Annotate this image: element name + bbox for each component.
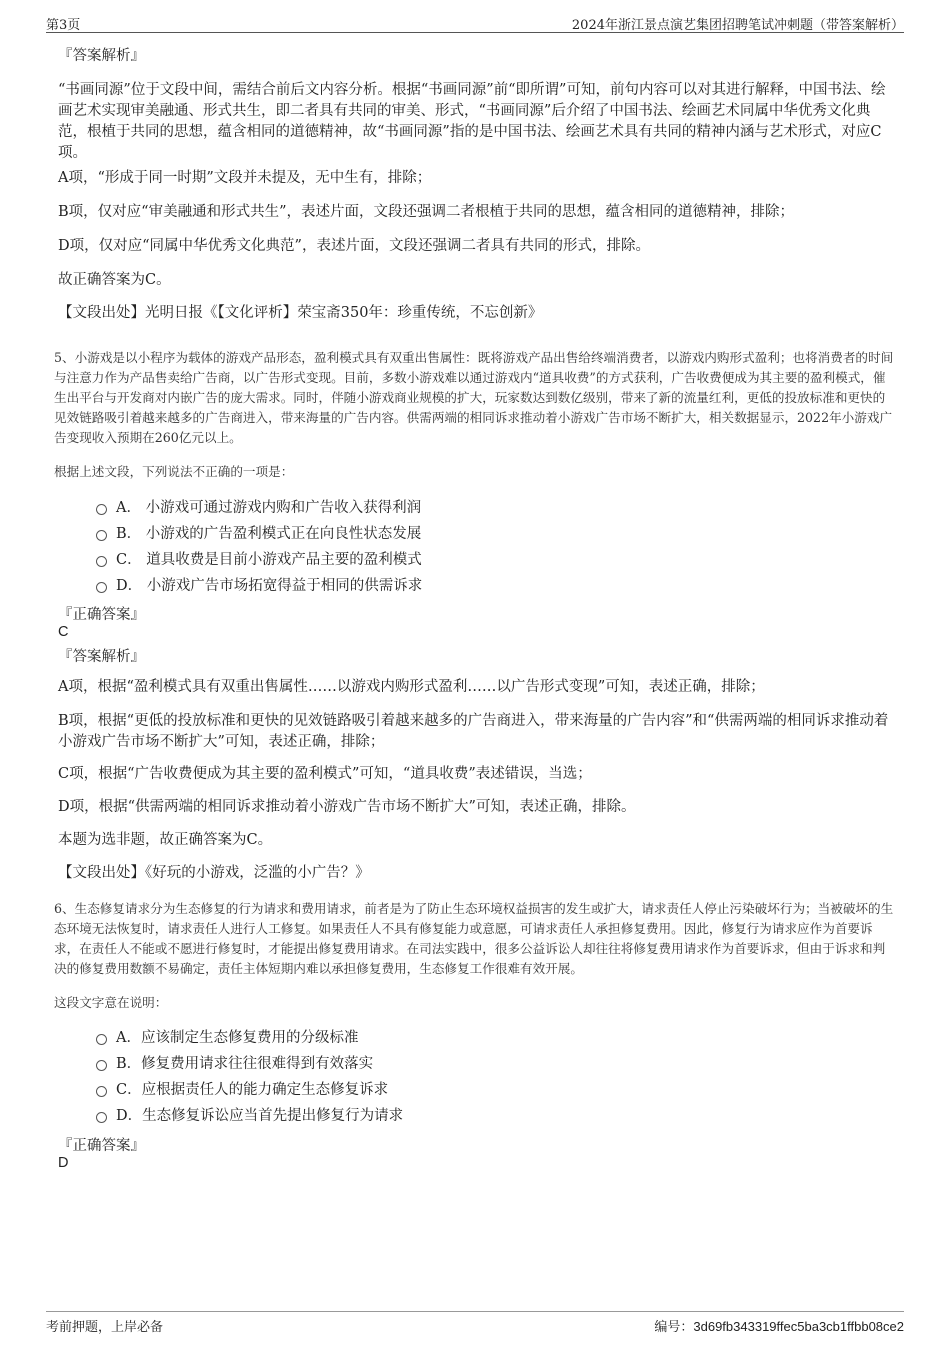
analysis-option-a: A项，“形成于同一时期”文段并未提及，无中生有，排除； [58,170,432,186]
radio-icon[interactable] [96,1086,107,1097]
q6-option-c[interactable]: C．应根据责任人的能力确定生态修复诉求 [96,1079,388,1101]
analysis-paragraph: “书画同源”位于文段中间，需结合前后文内容分析。根据“书画同源”前“即所谓”可知，前句内容可以对其进行解释，中国书法、绘画艺术实现审美融通、形式共生，即二者具有共同的审美、形式，“书画同源”后介绍了中国书法、绘画艺术同属中华优秀文化典范，根植于共同的思想，蕴含相同的道德精神，故“书画同源”指的是中国书法、绘画艺术具有共同的精神内涵与艺术形式，对应C项。 [58,82,886,161]
document-title: 2024年浙江景点演艺集团招聘笔试冲刺题（带答案解析） [571,18,904,33]
question-6-prompt: 这段文字意在说明： [54,995,168,1010]
q6-option-a[interactable]: A．应该制定生态修复费用的分级标准 [96,1027,358,1049]
question-5-passage: 5、小游戏是以小程序为载体的游戏产品形态，盈利模式具有双重出售属性：既将游戏产品出售给终端消费者，以游戏内购形式盈利；也将消费者的时间与注意力作为产品售卖给广告商，以广告形式变现。目前，多数小游戏难以通过游戏内“道具收费”的方式获利，广告收费便成为其主要的盈利模式，催生出平台与开发商对内嵌广告的庞大需求。同时，伴随小游戏商业规模的扩大，玩家数达到数亿级别，带来了新的流量红利，更低的投放标准和更快的见效链路吸引着越来越多的广告商进入，带来海量的广告内容。供需两端的相同诉求推动着小游戏广告市场不断扩大，相关数据显示，2022年小游戏广告变现收入预期在260亿元以上。 [54,350,894,445]
q5-analysis-label: 『答案解析』 [58,649,145,665]
q5-analysis-d: D项，根据“供需两端的相同诉求推动着小游戏广告市场不断扩大”可知，表述正确，排除。 [58,799,636,815]
radio-icon[interactable] [96,1060,107,1071]
answer-analysis-label: 『答案解析』 [58,48,145,64]
analysis-conclusion: 故正确答案为C。 [58,272,171,288]
radio-icon[interactable] [96,1112,107,1123]
radio-icon[interactable] [96,504,107,515]
radio-icon[interactable] [96,1034,107,1045]
page-footer [46,1311,904,1334]
q5-correct-answer: C [58,624,69,640]
q5-option-c[interactable]: C． 道具收费是目前小游戏产品主要的盈利模式 [96,549,422,571]
q5-analysis-c: C项，根据“广告收费便成为其主要的盈利模式”可知，“道具收费”表述错误，当选； [58,766,592,782]
q5-conclusion: 本题为选非题，故正确答案为C。 [58,832,273,848]
q6-correct-answer-label: 『正确答案』 [58,1138,145,1154]
q6-option-d[interactable]: D．生态修复诉讼应当首先提出修复行为请求 [96,1105,403,1127]
q5-option-a[interactable]: A． 小游戏可通过游戏内购和广告收入获得利润 [96,497,421,519]
page-header [46,12,904,33]
q5-correct-answer-label: 『正确答案』 [58,607,145,623]
question-6-passage: 6、生态修复请求分为生态修复的行为请求和费用请求，前者是为了防止生态环境权益损害的发生或扩大，请求责任人停止污染破坏行为；当被破坏的生态环境无法恢复时，请求责任人进行人工修复。如果责任人不具有修复能力或意愿，可请求责任人承担修复费用。因此，修复行为请求应作为首要诉求，在责任人不能或不愿进行修复时，才能提出修复费用请求。在司法实践中，很多公益诉讼人却往往将修复费用请求作为首要诉求，但由于诉求和判决的修复费用数额不易确定，责任主体短期内难以承担修复费用，生态修复工作很难有效开展。 [54,901,894,976]
q5-source: 【文段出处】《好玩的小游戏，泛滥的小广告？》 [58,865,370,881]
radio-icon[interactable] [96,582,107,593]
question-5-prompt: 根据上述文段，下列说法不正确的一项是： [54,464,294,479]
document-id: 编号：3d69fb343319ffec5ba3cb1ffbb08ce2 [654,1319,904,1334]
radio-icon[interactable] [96,556,107,567]
q6-correct-answer: D [58,1155,69,1171]
q5-analysis-a: A项，根据“盈利模式具有双重出售属性……以游戏内购形式盈利……以广告形式变现”可知，表述正确，排除； [58,679,765,695]
radio-icon[interactable] [96,530,107,541]
page-number: 第3页 [46,18,81,33]
analysis-option-d: D项，仅对应“同属中华优秀文化典范”，表述片面，文段还强调二者具有共同的形式，排除。 [58,238,650,254]
q5-analysis-b: B项，根据“更低的投放标准和更快的见效链路吸引着越来越多的广告商进入，带来海量的广告内容”和“供需两端的相同诉求推动着小游戏广告市场不断扩大”可知，表述正确，排除； [58,713,889,750]
analysis-option-b: B项，仅对应“审美融通和形式共生”，表述片面，文段还强调二者根植于共同的思想，蕴含相同的道德精神，排除； [58,204,794,220]
passage-source: 【文段出处】光明日报《【文化评析】荣宝斋350年：珍重传统，不忘创新》 [58,305,543,321]
q5-option-d[interactable]: D． 小游戏广告市场拓宽得益于相同的供需诉求 [96,575,422,597]
q6-option-b[interactable]: B．修复费用请求往往很难得到有效落实 [96,1053,373,1075]
q5-option-b[interactable]: B． 小游戏的广告盈利模式正在向良性状态发展 [96,523,421,545]
footer-slogan: 考前押题，上岸必备 [46,1320,164,1335]
